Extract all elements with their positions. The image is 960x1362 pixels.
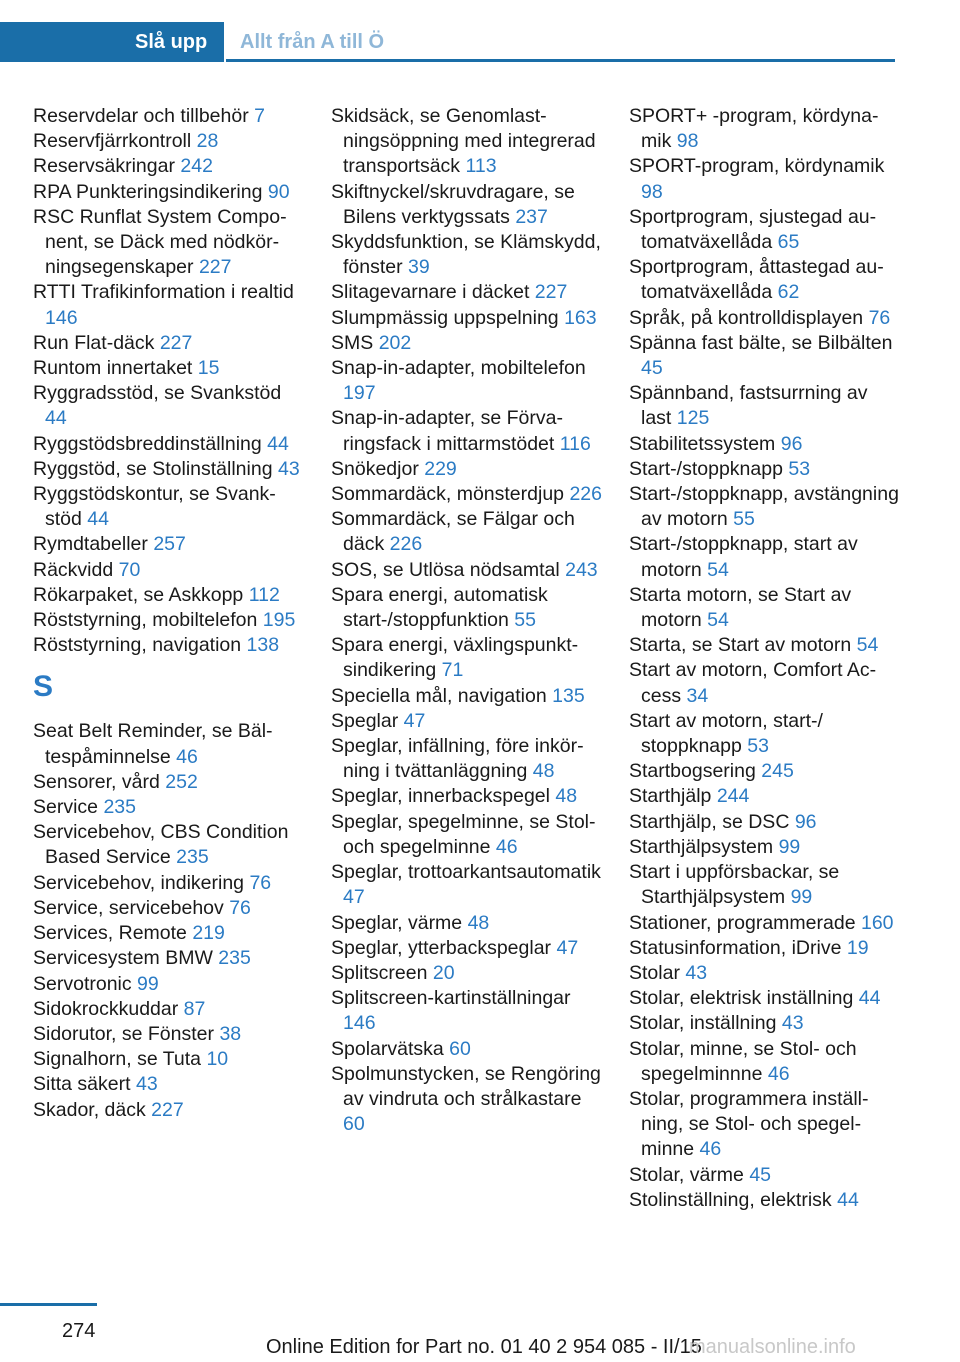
edition-note: Online Edition for Part no. 01 40 2 954 085 - II/15 <box>266 1336 702 1358</box>
index-term: Reservsäkringar <box>33 155 175 178</box>
index-term: Spännband, fastsurrning av last <box>629 382 868 430</box>
index-entry <box>33 946 305 971</box>
tab-allt-fran-a-till-o[interactable] <box>226 22 895 62</box>
index-term: Speglar <box>331 709 399 732</box>
index-term: Sommardäck, se Fälgar och däck <box>331 508 575 556</box>
page-reference-link[interactable]: 71 <box>441 659 464 682</box>
index-entry <box>33 432 305 457</box>
index-entry <box>33 154 305 179</box>
page-reference-link[interactable]: 76 <box>868 306 891 329</box>
page-reference-link[interactable]: 47 <box>556 936 579 959</box>
index-entry <box>33 532 305 557</box>
index-entry <box>629 784 901 809</box>
index-entry <box>629 432 901 457</box>
index-term: Räckvidd <box>33 558 114 581</box>
index-entry <box>629 154 901 204</box>
page-reference-link[interactable]: 227 <box>151 1098 184 1121</box>
page-reference-link[interactable]: 46 <box>767 1062 790 1085</box>
index-entry <box>629 810 901 835</box>
index-entry <box>629 381 901 431</box>
page-reference-link[interactable]: 125 <box>676 407 710 430</box>
page-reference-link[interactable]: 45 <box>641 357 663 380</box>
index-entry <box>33 921 305 946</box>
page-reference-link[interactable]: 62 <box>777 281 800 304</box>
page-reference-link[interactable]: 48 <box>467 911 490 934</box>
index-column-1 <box>33 104 305 1123</box>
index-term: Start-/stoppknapp, start av motorn <box>629 533 858 581</box>
page-reference-link[interactable]: 257 <box>153 533 186 556</box>
index-entry <box>331 457 603 482</box>
index-term: Sidokrockkuddar <box>33 997 179 1020</box>
index-entry <box>629 255 901 305</box>
index-entry <box>629 1011 901 1036</box>
index-term: Ryggstödsbreddinställning <box>33 432 262 455</box>
page-number: 274 <box>62 1320 96 1342</box>
page-reference-link[interactable]: 99 <box>137 972 159 995</box>
page-reference-link[interactable]: 227 <box>198 256 232 279</box>
index-entry <box>331 306 603 331</box>
index-entry <box>331 936 603 961</box>
tab-sla-upp-label: Slå upp <box>135 31 208 53</box>
page-reference-link[interactable]: 112 <box>248 583 280 606</box>
index-entry <box>629 583 901 633</box>
page-reference-link[interactable]: 87 <box>183 997 206 1020</box>
index-entry <box>33 896 305 921</box>
index-term: Speglar, infällning, före inkörning i tvättanläggning <box>331 735 584 783</box>
index-term: Rymdtabeller <box>33 533 148 556</box>
index-term: Röststyrning, navigation <box>33 634 242 657</box>
index-term: SPORT+ -program, kördynamik <box>629 105 879 153</box>
index-term: Starthjälp, se DSC <box>629 810 790 833</box>
index-term: Servicebehov, CBS Condition Based Service <box>33 821 289 869</box>
index-term: RSC Runflat System Component, se Däck med nödkörningsegenskaper <box>33 205 287 279</box>
index-entry <box>331 482 603 507</box>
page-reference-link[interactable]: 38 <box>219 1022 242 1045</box>
index-term: Speglar, ytterbackspeglar <box>331 936 552 959</box>
index-entry <box>33 104 305 129</box>
page-reference-link[interactable]: 45 <box>749 1163 772 1186</box>
index-entry <box>331 583 603 633</box>
page-reference-link[interactable]: 237 <box>515 205 548 228</box>
index-entry <box>33 1098 305 1123</box>
index-term: Service <box>33 796 99 819</box>
page-reference-link[interactable]: 44 <box>858 987 881 1010</box>
index-entry <box>331 356 603 406</box>
index-term: SOS, se Utlösa nödsamtal <box>331 558 560 581</box>
page-reference-link[interactable]: 146 <box>45 306 78 329</box>
index-entry <box>629 482 901 532</box>
index-term: Sommardäck, mönsterdjup <box>331 483 565 506</box>
index-entry <box>629 205 901 255</box>
index-entry <box>33 558 305 583</box>
index-entry <box>629 633 901 658</box>
page-reference-link[interactable]: 235 <box>103 796 136 819</box>
index-term: Skyddsfunktion, se Klämskydd, fönster <box>331 231 601 279</box>
index-term: Sitta säkert <box>33 1073 131 1096</box>
page-reference-link[interactable]: 54 <box>707 609 729 632</box>
index-term: Speglar, värme <box>331 911 463 934</box>
index-term: Run Flat-däck <box>33 331 155 354</box>
index-term: Services, Remote <box>33 922 187 945</box>
index-entry <box>331 860 603 910</box>
index-term: Start av motorn, Comfort Access <box>629 659 877 707</box>
index-entry <box>33 583 305 608</box>
index-entry <box>33 820 305 870</box>
index-entry <box>629 1087 901 1163</box>
index-term: Service, servicebehov <box>33 896 224 919</box>
page-reference-link[interactable]: 47 <box>343 886 365 909</box>
index-term: Spara energi, växlingspunktsindikering <box>331 634 579 682</box>
index-entry <box>33 180 305 205</box>
index-entry <box>331 230 603 280</box>
index-term: Start i uppförsbackar, se Starthjälpsystem <box>629 861 840 909</box>
index-term: Stolar, programmera inställning, se Stol- och spegelminne <box>629 1087 869 1161</box>
index-entry <box>33 997 305 1022</box>
index-term: Reservfjärrkontroll <box>33 130 192 153</box>
index-term: Skiftnyckel/skruvdragare, se Bilens verktygssats <box>331 180 575 228</box>
index-term: Servotronic <box>33 972 132 995</box>
page-reference-link[interactable]: 135 <box>552 684 585 707</box>
index-entry <box>629 911 901 936</box>
page-reference-link[interactable]: 44 <box>87 508 109 531</box>
page-reference-link[interactable]: 10 <box>206 1048 229 1071</box>
index-term: Startbogsering <box>629 760 756 783</box>
index-term: Stationer, programmerade <box>629 911 856 934</box>
index-entry <box>331 280 603 305</box>
page-reference-link[interactable]: 60 <box>343 1113 365 1136</box>
index-term: Skidsäck, se Genomlastningsöppning med integrerad transportsäck <box>331 105 596 178</box>
index-term: Sportprogram, sjustegad automatväxellåda <box>629 205 877 254</box>
page-reference-link[interactable]: 65 <box>777 231 800 254</box>
index-term: Spänna fast bälte, se Bilbälten <box>629 331 893 354</box>
page-reference-link[interactable]: 54 <box>856 634 879 657</box>
index-entry <box>331 558 603 583</box>
index-entry <box>331 784 603 809</box>
index-entry <box>33 633 305 658</box>
index-term: Servicesystem BMW <box>33 947 213 970</box>
index-term: Sidorutor, se Fönster <box>33 1022 215 1045</box>
index-term: Starta motorn, se Start av motorn <box>629 583 852 632</box>
index-entry <box>33 205 305 281</box>
index-entry <box>33 871 305 896</box>
page-reference-link[interactable]: 202 <box>378 331 412 354</box>
page-reference-link[interactable]: 227 <box>534 281 568 304</box>
index-entry <box>33 280 305 330</box>
index-term: Speciella mål, navigation <box>331 684 547 707</box>
page-reference-link[interactable]: 243 <box>565 558 598 581</box>
index-entry <box>331 633 603 683</box>
index-entry <box>33 795 305 820</box>
index-entry <box>33 972 305 997</box>
page-reference-link[interactable]: 245 <box>761 760 794 783</box>
page-reference-link[interactable]: 138 <box>246 634 280 657</box>
index-term: Snap-in-adapter, se Förvaringsfack i mittarmstödet <box>331 407 563 455</box>
index-entry <box>331 911 603 936</box>
page-reference-link[interactable]: 90 <box>267 180 290 203</box>
index-term: Start-/stoppknapp, avstängning av motorn <box>629 483 899 531</box>
index-term: Splitscreen-kartinställningar <box>331 987 571 1010</box>
index-entry <box>629 986 901 1011</box>
page-reference-link[interactable]: 48 <box>555 785 578 808</box>
index-term: Signalhorn, se Tuta <box>33 1048 202 1071</box>
page-reference-link[interactable]: 229 <box>424 457 457 480</box>
index-column-3 <box>629 104 901 1213</box>
page-reference-link[interactable]: 19 <box>846 936 869 959</box>
page-reference-link[interactable]: 242 <box>180 155 213 178</box>
page-reference-link[interactable]: 44 <box>837 1188 859 1211</box>
index-entry <box>629 936 901 961</box>
index-entry <box>33 457 305 482</box>
index-term: SPORT-program, kördynamik <box>629 155 885 178</box>
index-term: Stolar, värme <box>629 1163 744 1186</box>
index-term: Ryggstödskontur, se Svankstöd <box>33 483 276 531</box>
index-entry <box>33 1022 305 1047</box>
index-entry <box>629 658 901 708</box>
index-term: Stolar, elektrisk inställning <box>629 987 854 1010</box>
page-reference-link[interactable]: 60 <box>449 1037 471 1060</box>
tab-sla-upp[interactable] <box>0 22 224 62</box>
index-term: Spara energi, automatisk start-/stoppfunktion <box>331 583 548 632</box>
index-entry <box>33 770 305 795</box>
page-reference-link[interactable]: 197 <box>343 382 376 405</box>
page-reference-link[interactable]: 226 <box>389 533 423 556</box>
page-reference-link[interactable]: 163 <box>564 306 597 329</box>
index-entry <box>331 810 603 860</box>
index-entry <box>331 709 603 734</box>
index-term: Sensorer, vård <box>33 770 160 793</box>
index-entry <box>33 381 305 431</box>
page-reference-link[interactable]: 235 <box>176 846 209 869</box>
index-term: Reservdelar och tillbehör <box>33 105 249 127</box>
index-term: Starta, se Start av motorn <box>629 634 852 657</box>
index-term: Rökarpaket, se Askkopp <box>33 583 244 606</box>
index-term: Språk, på kontrolldisplayen <box>629 306 864 329</box>
watermark: manualsonline.info <box>689 1336 856 1358</box>
index-entry <box>33 331 305 356</box>
page-reference-link[interactable]: 226 <box>569 483 602 506</box>
page-reference-link[interactable]: 70 <box>118 558 141 581</box>
index-entry <box>331 986 603 1036</box>
index-term: Stolar <box>629 961 680 984</box>
page-reference-link[interactable]: 54 <box>707 558 729 581</box>
index-entry <box>331 331 603 356</box>
index-term: Snap-in-adapter, mobiltelefon <box>331 357 586 380</box>
page-reference-link[interactable]: 99 <box>778 835 801 858</box>
index-entry <box>331 406 603 456</box>
index-term: Spolarvätska <box>331 1037 444 1060</box>
index-term: Starthjälpsystem <box>629 835 774 858</box>
index-term: Slitagevarnare i däcket <box>331 281 530 304</box>
page-reference-link[interactable]: 46 <box>699 1138 722 1161</box>
index-term: Start-/stoppknapp <box>629 457 783 480</box>
page-reference-link[interactable]: 44 <box>267 432 289 455</box>
index-entry <box>33 129 305 154</box>
page-reference-link[interactable]: 43 <box>277 457 300 480</box>
index-term: Splitscreen <box>331 961 428 984</box>
page-reference-link[interactable]: 34 <box>686 684 709 707</box>
tab-allt-label: Allt från A till Ö <box>240 31 385 53</box>
index-term: Statusinformation, iDrive <box>629 936 842 959</box>
index-term: Stolar, inställning <box>629 1012 777 1035</box>
index-entry <box>33 1047 305 1072</box>
page-reference-link[interactable]: 44 <box>45 407 67 430</box>
index-term: Stabilitetssystem <box>629 432 776 455</box>
index-term: Stolar, minne, se Stol- och spegelminnne <box>629 1037 857 1085</box>
index-term: Ryggstöd, se Stolinställning <box>33 457 273 480</box>
index-term: Speglar, innerbackspegel <box>331 785 550 808</box>
index-entry <box>331 180 603 230</box>
page-reference-link[interactable]: 28 <box>196 130 219 153</box>
page-reference-link[interactable]: 160 <box>860 911 894 934</box>
index-entry <box>629 709 901 759</box>
index-term: Runtom innertaket <box>33 357 193 380</box>
index-entry <box>331 961 603 986</box>
index-entry <box>33 719 305 769</box>
page-reference-link[interactable]: 113 <box>465 155 497 178</box>
footer-divider <box>0 1303 97 1306</box>
page-reference-link[interactable]: 43 <box>781 1012 804 1035</box>
page-reference-link[interactable]: 99 <box>790 886 813 909</box>
index-entry <box>629 860 901 910</box>
index-entry <box>629 306 901 331</box>
index-term: Servicebehov, indikering <box>33 871 245 894</box>
index-entry <box>331 684 603 709</box>
page-reference-link[interactable]: 96 <box>794 810 817 833</box>
index-term: Start av motorn, start-/ stoppknapp <box>629 709 823 758</box>
page-reference-link[interactable]: 46 <box>176 745 198 768</box>
index-entry <box>331 1062 603 1138</box>
index-entry <box>331 507 603 557</box>
index-term: Speglar, trottoarkantsautomatik <box>331 861 601 884</box>
page-reference-link[interactable]: 53 <box>747 735 769 758</box>
index-term: RPA Punkteringsindikering <box>33 180 263 203</box>
index-entry <box>629 104 901 154</box>
index-entry <box>629 835 901 860</box>
index-letter-heading: S <box>33 670 54 704</box>
page-reference-link[interactable]: 98 <box>676 130 699 153</box>
page-reference-link[interactable]: 55 <box>733 508 755 531</box>
index-term: Speglar, spegelminne, se Stol- och spegelminne <box>331 810 596 858</box>
index-term: Seat Belt Reminder, se Bältespåminnelse <box>33 720 273 768</box>
page-reference-link[interactable]: 244 <box>716 785 750 808</box>
page-reference-link[interactable]: 219 <box>192 922 225 945</box>
index-entry <box>629 1163 901 1188</box>
index-entry <box>33 482 305 532</box>
index-entry <box>629 759 901 784</box>
index-entry <box>629 532 901 582</box>
index-term: Sportprogram, åttastegad automatväxellåda <box>629 256 884 304</box>
page-reference-link[interactable]: 146 <box>343 1012 376 1035</box>
index-entry <box>33 356 305 381</box>
index-entry <box>331 734 603 784</box>
index-term: RTTI Trafikinformation i realtid <box>33 281 294 304</box>
index-entry <box>331 104 603 180</box>
index-term: Stolinställning, elektrisk <box>629 1188 832 1211</box>
index-entry <box>331 1037 603 1062</box>
page-reference-link[interactable]: 76 <box>229 896 251 919</box>
index-term: Snökedjor <box>331 457 419 480</box>
page-reference-link[interactable]: 53 <box>788 457 811 480</box>
top-navigation <box>0 0 895 62</box>
page-reference-link[interactable]: 43 <box>685 961 708 984</box>
index-term: Slumpmässig uppspelning <box>331 306 559 329</box>
index-entry <box>629 1037 901 1087</box>
page-reference-link[interactable]: 252 <box>165 770 198 793</box>
page-reference-link[interactable]: 39 <box>408 256 430 279</box>
index-term: Spolmunstycken, se Rengöring av vindruta och strålkastare <box>331 1062 601 1110</box>
page-reference-link[interactable]: 76 <box>249 871 272 894</box>
index-term: Röststyrning, mobiltelefon <box>33 609 258 632</box>
page-reference-link[interactable]: 195 <box>262 609 296 632</box>
page-reference-link[interactable]: 47 <box>403 709 426 732</box>
index-entry <box>629 457 901 482</box>
page-reference-link[interactable]: 15 <box>197 357 220 380</box>
page-reference-link[interactable]: 7 <box>254 105 265 127</box>
page-reference-link[interactable]: 55 <box>514 609 536 632</box>
index-term: Skador, däck <box>33 1098 146 1121</box>
index-column-2 <box>331 104 603 1137</box>
page-reference-link[interactable]: 235 <box>218 947 251 970</box>
page-reference-link[interactable]: 98 <box>641 180 663 203</box>
index-entry <box>629 1188 901 1213</box>
page-reference-link[interactable]: 227 <box>159 331 193 354</box>
page-reference-link[interactable]: 20 <box>432 961 455 984</box>
page-reference-link[interactable]: 116 <box>559 432 591 455</box>
page-reference-link[interactable]: 46 <box>495 835 518 858</box>
index-term: SMS <box>331 331 374 354</box>
page-reference-link[interactable]: 43 <box>135 1073 158 1096</box>
index-entry <box>33 1072 305 1097</box>
index-entry <box>33 608 305 633</box>
index-entry <box>629 331 901 381</box>
page-reference-link[interactable]: 48 <box>532 760 555 783</box>
index-term: Ryggradsstöd, se Svankstöd <box>33 382 282 405</box>
index-entry <box>629 961 901 986</box>
index-term: Starthjälp <box>629 785 712 808</box>
page-reference-link[interactable]: 96 <box>780 432 803 455</box>
